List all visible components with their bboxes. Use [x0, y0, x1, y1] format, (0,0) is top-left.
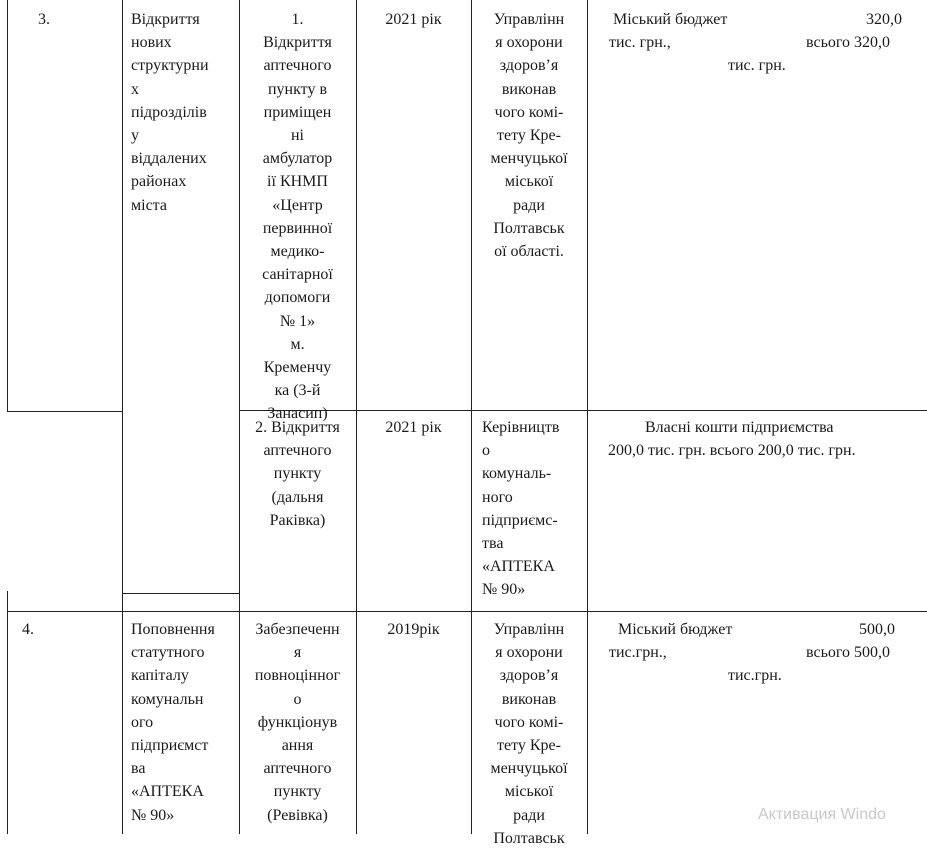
term-cell: 2021 рік — [385, 11, 442, 28]
executor-cell: Керівництв о комуналь- ного підприємс- тва «АПТЕКА № 90» — [482, 419, 560, 599]
funding-unit: тис.грн., — [609, 644, 667, 661]
funding-total: всього 320,0 — [806, 34, 891, 51]
funding-amount: 500,0 — [859, 621, 895, 638]
funding-source: Міський бюджет — [613, 11, 728, 28]
row-divider — [7, 411, 122, 412]
action-cell: 1. Відкриття аптечного пункту в приміщен ні амбулатор ії КНМП «Центр первинної медико- санітарної допомоги № 1» м. Кременчу ка (3-й Занасип) — [262, 11, 333, 423]
funding-line: Власні кошти підприємства — [645, 419, 834, 436]
column-divider — [587, 0, 588, 834]
funding-unit: тис. грн., — [609, 34, 671, 51]
row-number: 4. — [22, 621, 34, 638]
action-cell: 2. Відкриття аптечного пункту (дальня Раківка) — [255, 419, 340, 529]
funding-total-unit: тис.грн. — [728, 667, 782, 684]
row-divider — [122, 593, 239, 594]
executor-cell: Управлінн я охорони здоров’я виконав чого комі- тету Кре- менчуцької міської ради Полтавськ — [490, 621, 568, 847]
funding-amount: 320,0 — [866, 11, 902, 28]
funding-source: Міський бюджет — [618, 621, 733, 638]
row-number: 3. — [38, 11, 50, 28]
row-divider — [7, 611, 927, 612]
funding-line: 200,0 тис. грн. всього 200,0 тис. грн. — [608, 442, 856, 459]
table-border-left — [7, 591, 8, 834]
term-cell: 2021 рік — [385, 419, 442, 436]
table-border-left — [7, 0, 8, 412]
executor-cell: Управлінн я охорони здоров’я виконав чого комі- тету Кре- менчуцької міської ради Полтавськ ої області. — [490, 11, 568, 261]
measure-cell: Відкриття нових структурни х підрозділів у віддалених районах міста — [131, 11, 209, 214]
action-cell: Забезпеченн я повноцінног о функціонув ання аптечного пункту (Ревівка) — [254, 621, 341, 824]
funding-total-unit: тис. грн. — [728, 57, 786, 74]
term-cell: 2019рік — [387, 621, 440, 638]
funding-total: всього 500,0 — [806, 644, 891, 661]
measure-cell: Поповнення статутного капіталу комунальн ого підприємст ва «АПТЕКА № 90» — [131, 621, 215, 824]
column-divider — [122, 0, 123, 834]
activation-watermark: Активация Windo — [758, 806, 886, 823]
